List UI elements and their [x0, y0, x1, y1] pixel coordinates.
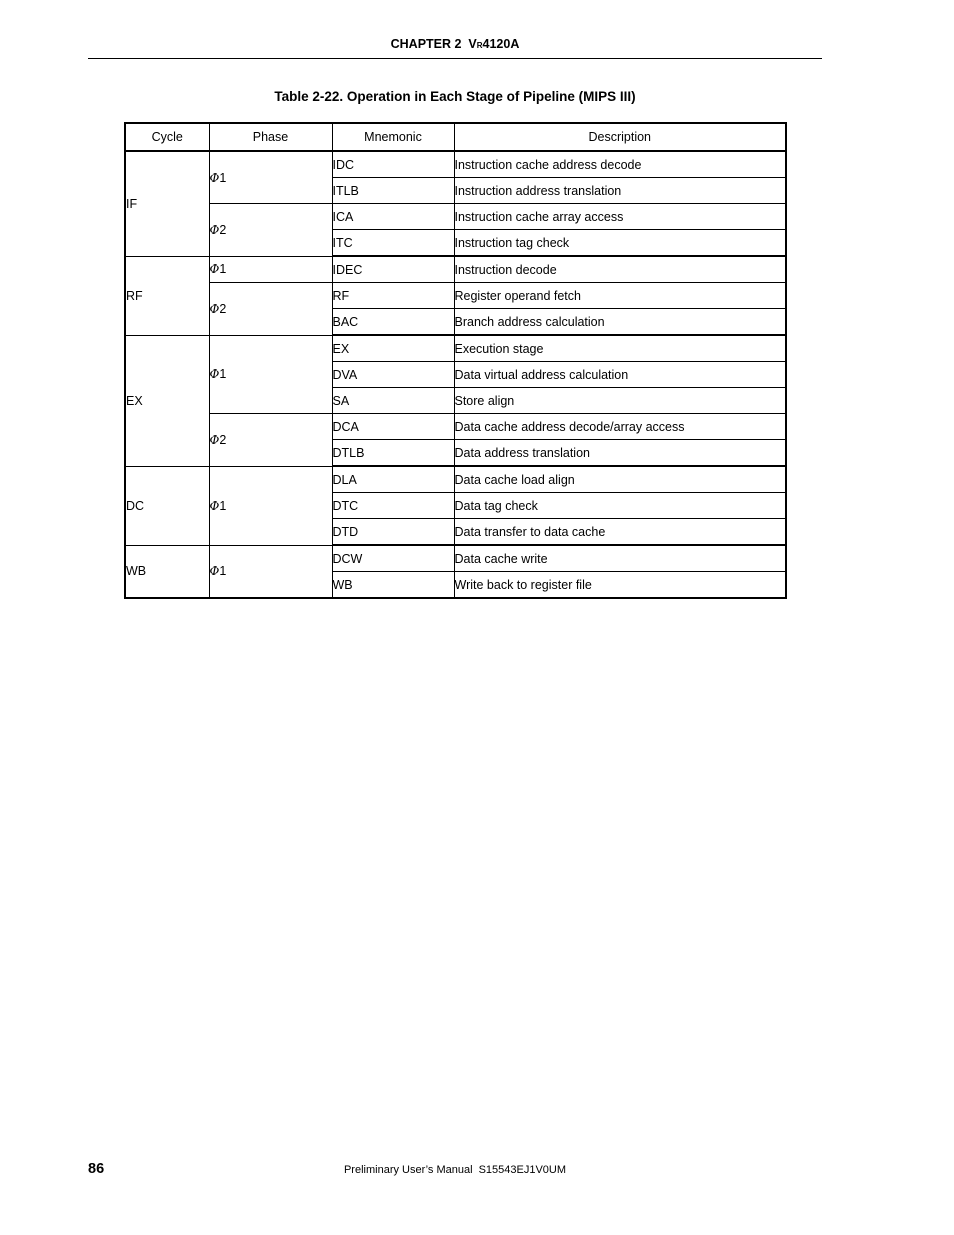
- phase-cell: [209, 151, 332, 204]
- cycle-cell: IF: [125, 151, 209, 256]
- cycle-cell: WB: [125, 545, 209, 598]
- mnemonic-cell: DVA: [332, 362, 454, 388]
- description-cell: Store align: [454, 388, 786, 414]
- mnemonic-cell: DTLB: [332, 440, 454, 467]
- description-cell: Data virtual address calculation: [454, 362, 786, 388]
- phase-number: 1: [219, 498, 227, 513]
- phase-number: 1: [219, 262, 227, 277]
- column-header-phase: Phase: [209, 123, 332, 151]
- phi-symbol: Φ: [209, 432, 220, 447]
- mnemonic-cell: ITLB: [332, 178, 454, 204]
- table-header-row: [125, 123, 786, 151]
- table-body: [125, 151, 786, 598]
- phi-symbol: Φ: [209, 564, 220, 579]
- mnemonic-cell: EX: [332, 335, 454, 362]
- description-cell: Register operand fetch: [454, 283, 786, 309]
- description-cell: Instruction cache address decode: [454, 151, 786, 178]
- table-row: [125, 151, 786, 178]
- phase-cell: [209, 256, 332, 283]
- phi-symbol: Φ: [209, 262, 220, 277]
- mnemonic-cell: RF: [332, 283, 454, 309]
- page-number: 86: [88, 1161, 105, 1177]
- cycle-cell: DC: [125, 466, 209, 545]
- phi-symbol: Φ: [209, 222, 220, 237]
- column-header-description: Description: [454, 123, 786, 151]
- phase-number: 1: [219, 367, 227, 382]
- phase-cell: [209, 283, 332, 336]
- phase-cell: [209, 335, 332, 414]
- description-cell: Data address translation: [454, 440, 786, 467]
- phi-symbol: Φ: [209, 170, 220, 185]
- phi-symbol: Φ: [209, 498, 220, 513]
- table-row: [125, 545, 786, 572]
- description-cell: Write back to register file: [454, 572, 786, 599]
- product-model: 4120A: [482, 37, 520, 51]
- product-name-r: R: [476, 41, 483, 50]
- description-cell: Data cache write: [454, 545, 786, 572]
- description-cell: Branch address calculation: [454, 309, 786, 336]
- phase-number: 1: [219, 564, 227, 579]
- phi-symbol: Φ: [209, 367, 220, 382]
- description-cell: Data cache address decode/array access: [454, 414, 786, 440]
- document-id: S15543EJ1V0UM: [478, 1164, 567, 1176]
- description-cell: Instruction tag check: [454, 230, 786, 257]
- mnemonic-cell: WB: [332, 572, 454, 599]
- header-rule: [88, 58, 822, 59]
- description-cell: Data tag check: [454, 493, 786, 519]
- mnemonic-cell: DCW: [332, 545, 454, 572]
- mnemonic-cell: DTD: [332, 519, 454, 546]
- table-row: [125, 466, 786, 493]
- mnemonic-cell: IDEC: [332, 256, 454, 283]
- product-name-v: V: [468, 37, 477, 51]
- table-caption: Table 2-22. Operation in Each Stage of Pipeline (MIPS III): [274, 89, 636, 104]
- column-header-cycle: Cycle: [125, 123, 209, 151]
- description-cell: Instruction cache array access: [454, 204, 786, 230]
- phi-symbol: Φ: [209, 301, 220, 316]
- chapter-header: [0, 37, 910, 51]
- column-header-mnemonic: Mnemonic: [332, 123, 454, 151]
- phase-cell: [209, 545, 332, 598]
- table-row: [125, 256, 786, 283]
- mnemonic-cell: DCA: [332, 414, 454, 440]
- mnemonic-cell: IDC: [332, 151, 454, 178]
- mnemonic-cell: BAC: [332, 309, 454, 336]
- page-footer: [0, 1164, 910, 1176]
- description-cell: Execution stage: [454, 335, 786, 362]
- phase-cell: [209, 466, 332, 545]
- mnemonic-cell: ICA: [332, 204, 454, 230]
- table-row: [125, 204, 786, 230]
- mnemonic-cell: DTC: [332, 493, 454, 519]
- phase-number: 1: [219, 170, 227, 185]
- description-cell: Data transfer to data cache: [454, 519, 786, 546]
- phase-number: 2: [219, 301, 227, 316]
- manual-title: Preliminary User’s Manual: [343, 1164, 473, 1176]
- phase-number: 2: [219, 222, 227, 237]
- table-row: [125, 335, 786, 362]
- cycle-cell: EX: [125, 335, 209, 466]
- phase-number: 2: [219, 432, 227, 447]
- description-cell: Instruction address translation: [454, 178, 786, 204]
- cycle-cell: RF: [125, 256, 209, 335]
- pipeline-operation-table: [124, 122, 787, 599]
- mnemonic-cell: DLA: [332, 466, 454, 493]
- description-cell: Instruction decode: [454, 256, 786, 283]
- mnemonic-cell: SA: [332, 388, 454, 414]
- mnemonic-cell: ITC: [332, 230, 454, 257]
- description-cell: Data cache load align: [454, 466, 786, 493]
- table-row: [125, 283, 786, 309]
- chapter-label: CHAPTER 2: [390, 37, 462, 51]
- table-row: [125, 414, 786, 440]
- phase-cell: [209, 414, 332, 467]
- phase-cell: [209, 204, 332, 257]
